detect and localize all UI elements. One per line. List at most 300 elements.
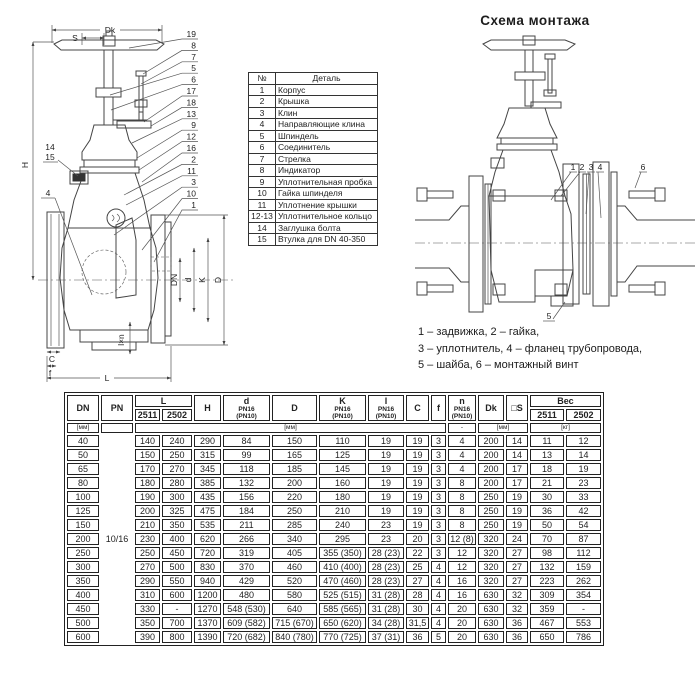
table-cell: 370 — [223, 561, 270, 573]
bonnet-ring — [84, 160, 135, 167]
col-dk: Dk — [478, 395, 504, 421]
table-cell: 132 — [223, 477, 270, 489]
table-row — [249, 176, 378, 188]
table-cell: 3 — [431, 491, 446, 503]
table-cell: 27 — [506, 547, 528, 559]
table-cell: 500 — [162, 561, 192, 573]
table-cell: 3 — [249, 107, 276, 119]
pn-merged-cell: 10/16 — [101, 435, 133, 643]
table-cell: 4 — [448, 435, 476, 447]
table-cell: 19 — [368, 505, 404, 517]
table-cell: 19 — [506, 519, 528, 531]
table-row — [249, 165, 378, 177]
table-cell: 150 — [135, 449, 160, 461]
table-cell: 620 — [194, 533, 221, 545]
callout-number: 5 — [191, 63, 196, 74]
table-row — [67, 435, 601, 447]
table-row — [67, 505, 601, 517]
col-li-pn10: (PN10) — [375, 413, 397, 420]
table-cell: 550 — [162, 575, 192, 587]
table-cell: 8 — [249, 165, 276, 177]
table-cell: 12 (8) — [448, 533, 476, 545]
table-cell: 180 — [319, 491, 366, 503]
table-cell: Крышка — [276, 96, 378, 108]
table-cell: 160 — [319, 477, 366, 489]
mounting-diagram — [413, 30, 698, 330]
table-row — [249, 199, 378, 211]
table-cell: 4 — [448, 463, 476, 475]
table-cell: 37 (31) — [368, 631, 404, 643]
table-cell: 355 (350) — [319, 547, 366, 559]
callout-number: 12 — [186, 131, 196, 142]
table-cell: 8 — [448, 519, 476, 531]
table-cell: 132 — [530, 561, 564, 573]
parts-col-num: № — [249, 73, 276, 85]
table-cell: 4 — [431, 575, 446, 587]
col-ves: Вес — [530, 395, 601, 407]
table-cell: 19 — [406, 463, 429, 475]
table-cell: 4 — [431, 617, 446, 629]
table-cell: Соединитель — [276, 142, 378, 154]
table-cell: 600 — [162, 589, 192, 601]
table-cell: 27 — [506, 561, 528, 573]
col-n-pn10: (PN10) — [451, 413, 473, 420]
table-row — [67, 575, 601, 587]
col-d — [223, 395, 270, 421]
table-cell: 223 — [530, 575, 564, 587]
table-cell: 1 — [249, 84, 276, 96]
table-cell: 145 — [319, 463, 366, 475]
table-cell: 15 — [249, 234, 276, 246]
stem — [96, 50, 121, 125]
table-cell: 84 — [223, 435, 270, 447]
mount-legend — [418, 324, 642, 374]
table-cell: 200 — [67, 533, 99, 545]
table-cell: 310 — [135, 589, 160, 601]
table-cell: 585 (565) — [319, 603, 366, 615]
table-cell: 19 — [406, 477, 429, 489]
table-cell: 50 — [530, 519, 564, 531]
table-cell: 6 — [249, 142, 276, 154]
table-cell: 320 — [478, 575, 504, 587]
table-cell: 24 — [506, 533, 528, 545]
table-cell: 320 — [478, 533, 504, 545]
table-cell: - — [566, 603, 601, 615]
table-cell: 354 — [566, 589, 601, 601]
table-cell: 4 — [431, 603, 446, 615]
table-cell: 720 — [194, 547, 221, 559]
table-cell: 8 — [448, 505, 476, 517]
table-cell: 250 — [67, 547, 99, 559]
callout-number: 16 — [186, 143, 196, 153]
units-n: - — [448, 423, 476, 433]
table-cell: 405 — [272, 547, 317, 559]
table-cell: 200 — [135, 505, 160, 517]
table-cell: 19 — [368, 477, 404, 489]
col-l: L — [135, 395, 192, 407]
mount-callouts — [543, 162, 647, 321]
table-cell: 250 — [478, 505, 504, 517]
dimensions-table — [64, 392, 604, 646]
table-cell: 220 — [272, 491, 317, 503]
table-cell: 315 — [194, 449, 221, 461]
units-dk-s: [мм] — [478, 423, 528, 433]
col-n-letter: n — [459, 396, 465, 406]
table-cell: 309 — [530, 589, 564, 601]
table-cell: 14 — [506, 435, 528, 447]
dim-units-row — [67, 423, 601, 433]
table-cell: 118 — [223, 463, 270, 475]
table-cell: 16 — [448, 575, 476, 587]
table-cell: 630 — [478, 603, 504, 615]
table-cell: 553 — [566, 617, 601, 629]
col-li-letter: l — [384, 396, 388, 406]
table-cell: 165 — [272, 449, 317, 461]
table-cell: 467 — [530, 617, 564, 629]
table-cell: 1200 — [194, 589, 221, 601]
units-ves: [кг] — [530, 423, 601, 433]
table-cell: 800 — [162, 631, 192, 643]
table-cell: 32 — [506, 589, 528, 601]
table-cell: 480 — [223, 589, 270, 601]
table-cell: 36 — [406, 631, 429, 643]
table-cell: 19 — [368, 435, 404, 447]
table-cell: 300 — [67, 561, 99, 573]
dim-label-dk: Dk — [104, 25, 116, 35]
table-row — [249, 222, 378, 234]
table-cell: 22 — [406, 547, 429, 559]
table-row — [67, 561, 601, 573]
callout-number: 11 — [187, 165, 196, 176]
table-cell: 65 — [67, 463, 99, 475]
table-cell: 11 — [249, 199, 276, 211]
table-cell: 250 — [478, 491, 504, 503]
brand-mark — [107, 209, 125, 227]
callout-number: 4 — [45, 188, 51, 198]
table-cell: 3 — [431, 519, 446, 531]
callout-leader — [143, 50, 198, 74]
table-cell: 429 — [223, 575, 270, 587]
callout-number: 6 — [640, 162, 646, 172]
table-cell: 410 (400) — [319, 561, 366, 573]
table-cell: 830 — [194, 561, 221, 573]
table-cell: 28 (23) — [368, 561, 404, 573]
table-cell: 470 (460) — [319, 575, 366, 587]
callout-number: 5 — [546, 311, 552, 321]
table-cell: 3 — [431, 435, 446, 447]
table-cell: 1370 — [194, 617, 221, 629]
table-cell: 340 — [272, 533, 317, 545]
table-row — [67, 589, 601, 601]
col-n — [448, 395, 476, 421]
callout-number: 1 — [570, 162, 576, 172]
table-cell: 8 — [448, 477, 476, 489]
table-cell: 19 — [406, 491, 429, 503]
table-cell: 33 — [566, 491, 601, 503]
table-cell: 125 — [319, 449, 366, 461]
col-k-pn10: (PN10) — [332, 413, 353, 420]
table-cell: 23 — [368, 519, 404, 531]
table-cell: 87 — [566, 533, 601, 545]
position-indicator — [113, 71, 151, 128]
callout-number: 13 — [186, 108, 196, 119]
legend-line: 5 – шайба, 6 – монтажный винт — [418, 359, 579, 371]
table-cell: 112 — [566, 547, 601, 559]
col-k-letter: K — [339, 396, 346, 406]
dim-label-lxn: l×n — [116, 334, 126, 346]
table-cell: 450 — [67, 603, 99, 615]
table-cell: 786 — [566, 631, 601, 643]
table-cell: 19 — [368, 463, 404, 475]
table-cell: 28 (23) — [368, 575, 404, 587]
sealing-plug-core — [73, 174, 85, 181]
units-mm-span: [мм] — [135, 423, 446, 433]
table-cell: Уплотнительная пробка — [276, 176, 378, 188]
table-cell: 23 — [368, 533, 404, 545]
table-cell: 170 — [135, 463, 160, 475]
table-cell: 14 — [566, 449, 601, 461]
table-cell: 100 — [67, 491, 99, 503]
table-row — [67, 519, 601, 531]
table-cell: 4 — [249, 119, 276, 131]
table-row — [67, 533, 601, 545]
table-cell: 36 — [530, 505, 564, 517]
table-cell: 285 — [272, 519, 317, 531]
table-cell: 200 — [478, 477, 504, 489]
callouts-right — [110, 29, 198, 262]
table-row — [249, 234, 378, 246]
table-row — [67, 617, 601, 629]
table-row — [249, 107, 378, 119]
table-cell: Стрелка — [276, 153, 378, 165]
table-cell: 211 — [223, 519, 270, 531]
table-row — [249, 142, 378, 154]
table-row — [67, 631, 601, 643]
table-cell: Шпиндель — [276, 130, 378, 142]
table-cell: 30 — [530, 491, 564, 503]
table-cell: 31,5 — [406, 617, 429, 629]
mount-title: Схема монтажа — [480, 13, 590, 28]
valve-section-drawing — [4, 0, 252, 392]
table-cell: 290 — [194, 435, 221, 447]
table-cell: 475 — [194, 505, 221, 517]
col-l-2511: 2511 — [135, 409, 160, 421]
table-cell: 525 (515) — [319, 589, 366, 601]
table-cell: 4 — [448, 449, 476, 461]
table-cell: 240 — [162, 435, 192, 447]
table-cell: 125 — [67, 505, 99, 517]
table-cell: Корпус — [276, 84, 378, 96]
table-cell: 715 (670) — [272, 617, 317, 629]
table-cell: 250 — [135, 547, 160, 559]
table-cell: 13 — [530, 449, 564, 461]
callout-leader — [110, 73, 198, 95]
dim-label-h: H — [20, 161, 30, 169]
col-l-2502: 2502 — [162, 409, 192, 421]
callout-leader — [111, 85, 198, 110]
table-cell: 27 — [406, 575, 429, 587]
col-d-letter: d — [243, 396, 250, 406]
table-cell: 640 — [272, 603, 317, 615]
table-cell: 54 — [566, 519, 601, 531]
table-cell: 184 — [223, 505, 270, 517]
table-cell: 12-13 — [249, 211, 276, 223]
table-cell: 150 — [67, 519, 99, 531]
table-cell: 80 — [67, 477, 99, 489]
dim-label-d-outer: D — [213, 276, 223, 284]
table-cell: Втулка для DN 40-350 — [276, 234, 378, 246]
mount-valve-top — [483, 36, 575, 196]
table-cell: 230 — [135, 533, 160, 545]
callout-number: 19 — [186, 29, 196, 39]
table-cell: 150 — [272, 435, 317, 447]
table-cell: 16 — [448, 589, 476, 601]
col-h: H — [194, 395, 221, 421]
table-row — [67, 603, 601, 615]
dim-bottom — [47, 322, 171, 383]
table-cell: 400 — [162, 533, 192, 545]
table-cell: 320 — [478, 547, 504, 559]
table-cell: 200 — [478, 435, 504, 447]
col-n-pn16: PN16 — [453, 406, 471, 413]
table-cell: 17 — [506, 463, 528, 475]
callout-number: 17 — [186, 86, 196, 96]
col-li — [368, 395, 404, 421]
table-cell: 345 — [194, 463, 221, 475]
table-cell: Уплотнение крышки — [276, 199, 378, 211]
table-cell: 240 — [319, 519, 366, 531]
table-cell: 250 — [162, 449, 192, 461]
col-d-pn10: (PN10) — [236, 413, 257, 420]
table-row — [67, 491, 601, 503]
table-row — [249, 96, 378, 108]
table-cell: 12 — [448, 547, 476, 559]
dim-label-l: L — [104, 373, 110, 383]
table-cell: 20 — [448, 631, 476, 643]
table-cell: 280 — [162, 477, 192, 489]
table-cell: 210 — [135, 519, 160, 531]
table-cell: 7 — [249, 153, 276, 165]
table-cell: 630 — [478, 589, 504, 601]
table-cell: 17 — [506, 477, 528, 489]
table-cell: 110 — [319, 435, 366, 447]
table-row — [67, 463, 601, 475]
table-cell: 5 — [431, 631, 446, 643]
table-cell: 2 — [249, 96, 276, 108]
mount-valve-body — [489, 196, 573, 306]
table-row — [249, 153, 378, 165]
table-cell: 580 — [272, 589, 317, 601]
callout-number: 6 — [191, 74, 196, 85]
dim-label-s: S — [72, 33, 78, 43]
callout-number: 2 — [579, 162, 585, 172]
table-cell: 20 — [406, 533, 429, 545]
table-cell: 330 — [135, 603, 160, 615]
table-cell: 42 — [566, 505, 601, 517]
col-dcap: D — [272, 395, 317, 421]
callout-number: 2 — [191, 154, 196, 165]
table-cell: 19 — [506, 491, 528, 503]
table-cell: 19 — [406, 519, 429, 531]
body-base — [92, 342, 136, 350]
col-c: C — [406, 395, 429, 421]
table-cell: 535 — [194, 519, 221, 531]
table-cell: 19 — [406, 505, 429, 517]
table-cell: 460 — [272, 561, 317, 573]
table-cell: 18 — [530, 463, 564, 475]
callout-number: 7 — [191, 51, 196, 62]
table-row — [67, 477, 601, 489]
table-cell: 262 — [566, 575, 601, 587]
table-cell: 3 — [431, 477, 446, 489]
table-cell: 8 — [448, 491, 476, 503]
table-cell: 159 — [566, 561, 601, 573]
table-cell: 385 — [194, 477, 221, 489]
table-row — [249, 84, 378, 96]
table-row — [67, 547, 601, 559]
table-cell: 23 — [566, 477, 601, 489]
table-cell: 19 — [406, 435, 429, 447]
dim-label-k: K — [197, 277, 207, 283]
table-cell: 266 — [223, 533, 270, 545]
table-cell: 156 — [223, 491, 270, 503]
table-cell: 290 — [135, 575, 160, 587]
table-cell: 270 — [162, 463, 192, 475]
table-cell: 548 (530) — [223, 603, 270, 615]
table-cell: 12 — [566, 435, 601, 447]
table-cell: Клин — [276, 107, 378, 119]
table-cell: 350 — [67, 575, 99, 587]
table-cell: Уплотнительное кольцо — [276, 211, 378, 223]
table-cell: 250 — [272, 505, 317, 517]
table-cell: 650 — [530, 631, 564, 643]
dim-header-row-1 — [67, 395, 601, 407]
table-cell: 940 — [194, 575, 221, 587]
table-cell: 350 — [135, 617, 160, 629]
table-cell: 50 — [67, 449, 99, 461]
table-row — [249, 130, 378, 142]
col-pn: PN — [101, 395, 133, 421]
table-cell: 14 — [249, 222, 276, 234]
table-row — [249, 211, 378, 223]
bolt-hole-dashed — [151, 257, 171, 271]
table-cell: 840 (780) — [272, 631, 317, 643]
table-cell: 19 — [506, 505, 528, 517]
table-cell: Направляющие клина — [276, 119, 378, 131]
table-cell: 1390 — [194, 631, 221, 643]
table-cell: 12 — [448, 561, 476, 573]
table-cell: 435 — [194, 491, 221, 503]
table-cell: 14 — [506, 449, 528, 461]
col-ves-2502: 2502 — [566, 409, 601, 421]
table-cell: 520 — [272, 575, 317, 587]
table-cell: 600 — [67, 631, 99, 643]
callout-number: 14 — [45, 142, 55, 152]
table-cell: 200 — [478, 449, 504, 461]
table-cell: 25 — [406, 561, 429, 573]
units-pn — [101, 423, 133, 433]
table-cell: Заглушка болта — [276, 222, 378, 234]
table-cell: 609 (582) — [223, 617, 270, 629]
table-cell: 4 — [431, 589, 446, 601]
table-cell: 200 — [478, 463, 504, 475]
callout-number: 3 — [588, 162, 594, 172]
table-cell: 295 — [319, 533, 366, 545]
table-cell: 40 — [67, 435, 99, 447]
col-li-pn16: PN16 — [377, 406, 395, 413]
table-cell: 99 — [223, 449, 270, 461]
callout-number: 8 — [191, 40, 196, 51]
